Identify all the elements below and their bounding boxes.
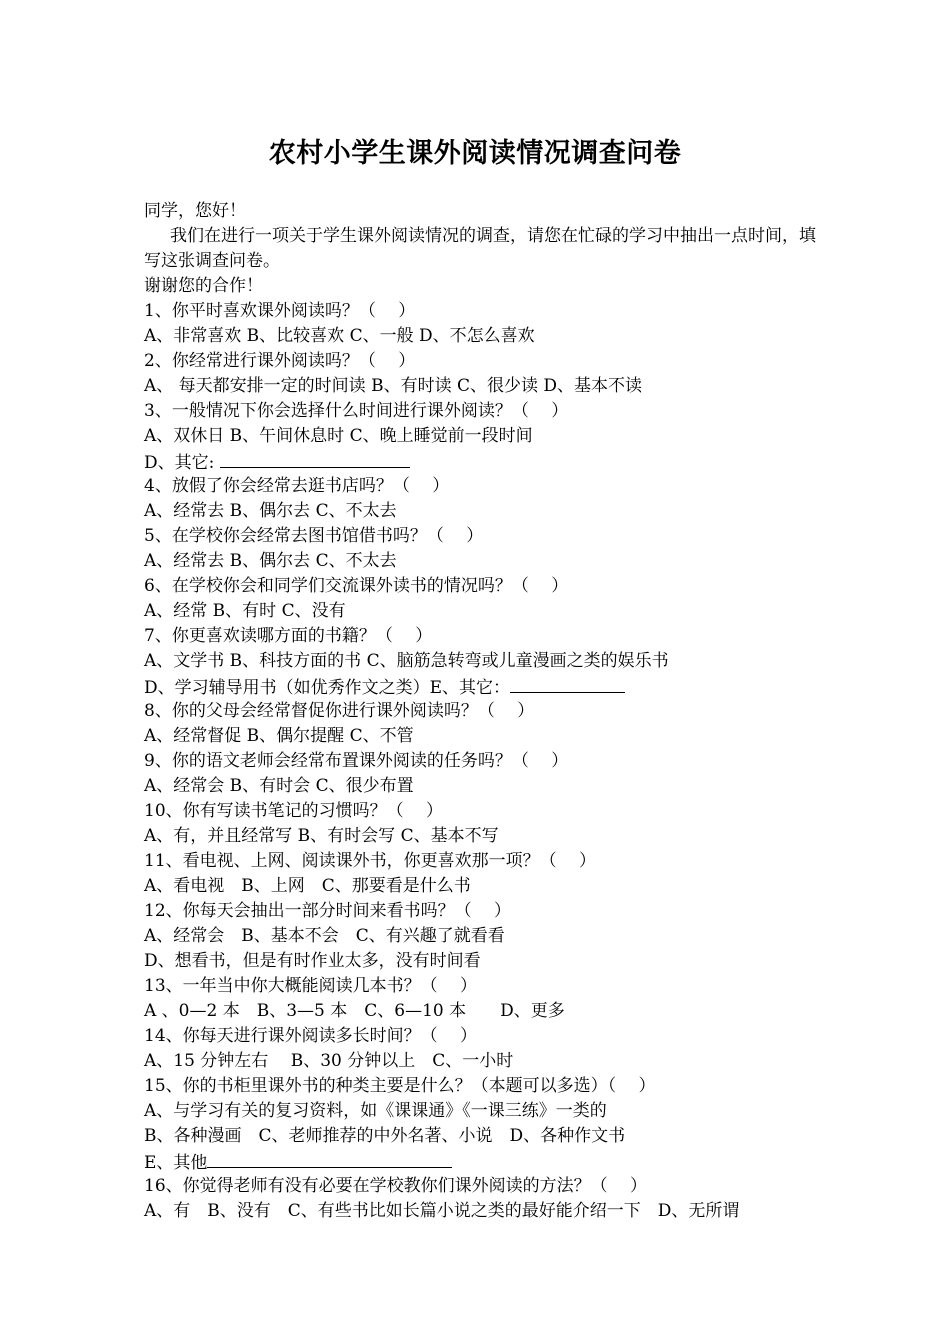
options-line: A、15 分钟左右 B、30 分钟以上 C、一小时	[144, 1051, 514, 1071]
option-text: E、其他	[144, 1153, 208, 1173]
options-line: A、经常去 B、偶尔去 C、不太去	[144, 501, 397, 521]
question-line: 6、在学校你会和同学们交流课外读书的情况吗？（ ）	[144, 576, 569, 596]
question-line: 4、放假了你会经常去逛书店吗？（ ）	[144, 476, 450, 496]
options-line: A、经常 B、有时 C、没有	[144, 601, 346, 621]
options-line: A、与学习有关的复习资料，如《课课通》《一课三练》一类的	[144, 1101, 607, 1121]
question-line: 12、你每天会抽出一部分时间来看书吗？（ ）	[144, 901, 512, 921]
options-line	[144, 1149, 824, 1174]
thanks-line: 谢谢您的合作！	[144, 276, 263, 296]
answer-blank[interactable]	[207, 1149, 452, 1168]
questionnaire-body	[144, 199, 824, 1224]
page-title: 农村小学生课外阅读情况调查问卷	[268, 138, 682, 169]
options-line: A、有，并且经常写 B、有时会写 C、基本不写	[144, 826, 499, 846]
question-line: 15、你的书柜里课外书的种类主要是什么？（本题可以多选）（ ）	[144, 1076, 656, 1096]
greeting: 同学，您好！	[144, 201, 246, 221]
option-text: D、学习辅导用书（如优秀作文之类）E、其它：	[144, 678, 511, 698]
option-text: D、其它:	[144, 453, 220, 473]
question-line: 10、你有写读书笔记的习惯吗？（ ）	[144, 801, 444, 821]
options-line: A、有 B、没有 C、有些书比如长篇小说之类的最好能介绍一下 D、无所谓	[144, 1201, 740, 1221]
options-line: D、想看书，但是有时作业太多，没有时间看	[144, 951, 481, 971]
answer-blank[interactable]	[510, 674, 625, 693]
options-line: A、看电视 B、上网 C、那要看是什么书	[144, 876, 471, 896]
question-line: 14、你每天进行课外阅读多长时间？（ ）	[144, 1026, 478, 1046]
options-line: B、各种漫画 C、老师推荐的中外名著、小说 D、各种作文书	[144, 1126, 626, 1146]
options-line: A、经常会 B、基本不会 C、有兴趣了就看看	[144, 926, 505, 946]
question-line: 9、你的语文老师会经常布置课外阅读的任务吗？（ ）	[144, 751, 569, 771]
question-line: 3、一般情况下你会选择什么时间进行课外阅读？（ ）	[144, 401, 569, 421]
options-line	[144, 674, 824, 699]
options-line: A、 每天都安排一定的时间读 B、有时读 C、很少读 D、基本不读	[144, 376, 643, 396]
options-line: A、经常会 B、有时会 C、很少布置	[144, 776, 414, 796]
options-line: A、双休日 B、午间休息时 C、晚上睡觉前一段时间	[144, 426, 533, 446]
options-line: A 、0—2 本 B、3—5 本 C、6—10 本 D、更多	[144, 1001, 565, 1021]
options-line: A、非常喜欢 B、比较喜欢 C、一般 D、不怎么喜欢	[144, 326, 535, 346]
question-line: 16、你觉得老师有没有必要在学校教你们课外阅读的方法？（ ）	[144, 1176, 648, 1196]
question-line: 11、看电视、上网、阅读课外书，你更喜欢那一项？（ ）	[144, 851, 597, 871]
question-line: 7、你更喜欢读哪方面的书籍？（ ）	[144, 626, 433, 646]
intro-paragraph: 我们在进行一项关于学生课外阅读情况的调查，请您在忙碌的学习中抽出一点时间，填写这张调查问卷。	[144, 226, 816, 271]
question-line: 1、你平时喜欢课外阅读吗？（ ）	[144, 301, 416, 321]
answer-blank[interactable]	[220, 449, 410, 468]
question-line: 2、你经常进行课外阅读吗？（ ）	[144, 351, 416, 371]
options-line: A、经常去 B、偶尔去 C、不太去	[144, 551, 397, 571]
options-line: A、文学书 B、科技方面的书 C、脑筋急转弯或儿童漫画之类的娱乐书	[144, 651, 669, 671]
options-line	[144, 449, 824, 474]
question-line: 8、你的父母会经常督促你进行课外阅读吗？（ ）	[144, 701, 535, 721]
question-line: 13、一年当中你大概能阅读几本书？（ ）	[144, 976, 478, 996]
question-line: 5、在学校你会经常去图书馆借书吗？（ ）	[144, 526, 484, 546]
options-line: A、经常督促 B、偶尔提醒 C、不管	[144, 726, 414, 746]
